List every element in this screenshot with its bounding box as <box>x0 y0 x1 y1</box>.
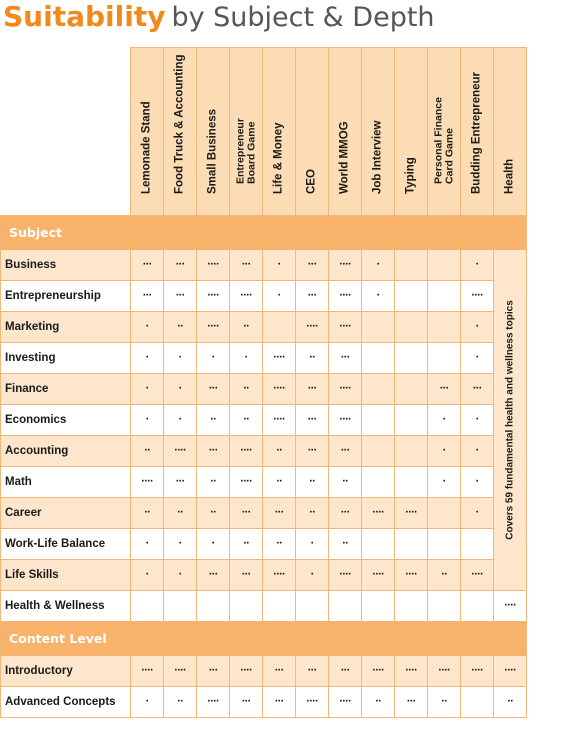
column-label-line: Card Game <box>443 127 455 184</box>
rating-cell: · <box>461 498 494 529</box>
row-label: Work-Life Balance <box>1 529 131 560</box>
rating-cell: · <box>197 529 230 560</box>
column-label-line: Small Business <box>206 108 219 194</box>
rating-cell: ···· <box>329 281 362 312</box>
rating-cell: ··· <box>164 250 197 281</box>
table-row <box>1 312 527 343</box>
rating-cell: · <box>362 250 395 281</box>
column-label-line: World MMOG <box>338 121 351 194</box>
rating-cell: ·· <box>197 498 230 529</box>
rating-cell: ·· <box>131 498 164 529</box>
rating-cell: · <box>230 343 263 374</box>
rating-cell: ···· <box>494 591 527 622</box>
rating-cell: ···· <box>395 498 428 529</box>
rating-cell <box>395 467 428 498</box>
rating-cell: ·· <box>296 467 329 498</box>
rating-cell: · <box>428 405 461 436</box>
rating-cell: ···· <box>395 560 428 591</box>
rating-cell: ··· <box>230 687 263 718</box>
rating-cell: · <box>164 343 197 374</box>
rating-cell: ·· <box>428 687 461 718</box>
rating-cell <box>230 591 263 622</box>
rating-cell: ···· <box>329 250 362 281</box>
rating-cell: · <box>164 405 197 436</box>
rating-cell: ···· <box>230 436 263 467</box>
row-label: Math <box>1 467 131 498</box>
rating-cell: ···· <box>197 687 230 718</box>
column-label <box>373 121 384 195</box>
rating-cell: ··· <box>197 560 230 591</box>
rating-cell: ···· <box>461 656 494 687</box>
rating-cell: ··· <box>263 656 296 687</box>
rating-cell: · <box>428 467 461 498</box>
rating-cell <box>329 591 362 622</box>
rating-cell: ·· <box>197 405 230 436</box>
rating-cell: ·· <box>329 467 362 498</box>
rating-cell: ·· <box>131 436 164 467</box>
table-row <box>1 405 527 436</box>
column-header <box>329 48 362 216</box>
rating-cell: · <box>263 250 296 281</box>
rating-cell: ···· <box>329 687 362 718</box>
column-label <box>505 159 516 194</box>
table-row <box>1 656 527 687</box>
rating-cell: · <box>461 343 494 374</box>
column-header <box>428 48 461 216</box>
rating-cell <box>395 343 428 374</box>
rating-cell: ··· <box>131 281 164 312</box>
rating-cell: · <box>131 687 164 718</box>
rating-cell: · <box>461 250 494 281</box>
rating-cell <box>395 281 428 312</box>
column-label <box>406 157 417 194</box>
rating-cell <box>263 312 296 343</box>
rating-cell: ··· <box>230 560 263 591</box>
rating-cell <box>164 591 197 622</box>
rating-cell: · <box>263 281 296 312</box>
column-header <box>362 48 395 216</box>
rating-cell: ·· <box>296 498 329 529</box>
rating-cell <box>428 343 461 374</box>
rating-cell: ·· <box>230 374 263 405</box>
row-label: Business <box>1 250 131 281</box>
rating-cell: ···· <box>197 281 230 312</box>
column-label-line: Typing <box>404 157 417 194</box>
rating-cell <box>428 591 461 622</box>
rating-cell: ··· <box>428 374 461 405</box>
rating-cell <box>428 312 461 343</box>
rating-cell: ·· <box>263 436 296 467</box>
rating-cell: · <box>461 467 494 498</box>
rating-cell: ··· <box>197 656 230 687</box>
column-label <box>340 121 351 194</box>
rating-cell <box>461 591 494 622</box>
rating-cell: ·· <box>362 687 395 718</box>
rating-cell: ···· <box>296 687 329 718</box>
rating-cell: ···· <box>197 312 230 343</box>
rating-cell <box>362 343 395 374</box>
row-label: Advanced Concepts <box>1 687 131 718</box>
rating-cell: ···· <box>329 405 362 436</box>
column-label-line: Job Interview <box>371 120 384 194</box>
table-row <box>1 343 527 374</box>
row-label: Economics <box>1 405 131 436</box>
rating-cell <box>428 250 461 281</box>
column-label-line: Budding Entrepreneur <box>470 71 483 194</box>
rating-cell: · <box>461 436 494 467</box>
rating-cell: ···· <box>164 436 197 467</box>
column-label-line: Food Truck & Accounting <box>173 54 186 194</box>
rating-cell <box>263 591 296 622</box>
rating-cell: ···· <box>362 560 395 591</box>
column-header <box>131 48 164 216</box>
rating-cell <box>197 591 230 622</box>
column-label <box>175 55 186 195</box>
rating-cell <box>428 498 461 529</box>
rating-cell: ·· <box>230 529 263 560</box>
rating-cell: ·· <box>164 498 197 529</box>
column-label-line: Board Game <box>245 121 257 184</box>
column-header <box>494 48 527 216</box>
table-row <box>1 281 527 312</box>
title-bold: Suitability <box>3 0 166 33</box>
rating-cell: ···· <box>362 498 395 529</box>
rating-cell: ···· <box>263 374 296 405</box>
column-label <box>307 169 318 194</box>
rating-cell: ···· <box>329 374 362 405</box>
column-header <box>395 48 428 216</box>
rating-cell: ·· <box>263 529 296 560</box>
row-label: Career <box>1 498 131 529</box>
rating-cell: ··· <box>197 374 230 405</box>
rating-cell: ··· <box>197 436 230 467</box>
rating-cell <box>395 436 428 467</box>
rating-cell <box>362 374 395 405</box>
column-label-line: Life & Money <box>272 122 285 194</box>
rating-cell: ···· <box>263 405 296 436</box>
rating-cell: ··· <box>263 687 296 718</box>
rating-cell: · <box>362 281 395 312</box>
table-row <box>1 374 527 405</box>
table-row <box>1 467 527 498</box>
rating-cell: ··· <box>230 250 263 281</box>
rating-cell: ·· <box>494 687 527 718</box>
rating-cell: ···· <box>461 560 494 591</box>
rating-cell: ···· <box>131 656 164 687</box>
suitability-table <box>0 47 527 718</box>
table-row <box>1 250 527 281</box>
rating-cell: ··· <box>263 498 296 529</box>
rating-cell: · <box>131 343 164 374</box>
rating-cell <box>395 591 428 622</box>
rating-cell: ···· <box>428 656 461 687</box>
column-label-line: Entrepreneur <box>234 118 247 184</box>
rating-cell: ···· <box>230 656 263 687</box>
rating-cell <box>296 591 329 622</box>
rating-cell <box>395 250 428 281</box>
rating-cell <box>395 312 428 343</box>
rating-cell: ·· <box>197 467 230 498</box>
rating-cell: ···· <box>362 656 395 687</box>
rating-cell <box>362 312 395 343</box>
rating-cell <box>362 467 395 498</box>
rating-cell <box>461 529 494 560</box>
rating-cell: ··· <box>329 498 362 529</box>
section-content-level: Content Level <box>1 622 527 656</box>
row-label: Entrepreneurship <box>1 281 131 312</box>
column-header <box>197 48 230 216</box>
column-label-line: Lemonade Stand <box>140 101 153 194</box>
row-label: Accounting <box>1 436 131 467</box>
row-label: Marketing <box>1 312 131 343</box>
rating-cell: ···· <box>263 560 296 591</box>
column-label-line: Health <box>503 158 516 194</box>
table-corner <box>1 48 131 216</box>
table-row <box>1 560 527 591</box>
rating-cell: ·· <box>164 687 197 718</box>
rating-cell: ··· <box>296 656 329 687</box>
column-header <box>263 48 296 216</box>
rating-cell: ·· <box>230 405 263 436</box>
rating-cell: ···· <box>263 343 296 374</box>
rating-cell: ··· <box>461 374 494 405</box>
rating-cell: ··· <box>329 436 362 467</box>
rating-cell: · <box>461 312 494 343</box>
rating-cell <box>362 529 395 560</box>
rating-cell: ···· <box>329 560 362 591</box>
rating-cell: · <box>131 560 164 591</box>
rating-cell <box>362 405 395 436</box>
rating-cell <box>395 405 428 436</box>
column-label <box>472 72 483 194</box>
table-row <box>1 498 527 529</box>
rating-cell: · <box>296 529 329 560</box>
rating-cell: ··· <box>296 281 329 312</box>
rating-cell: ···· <box>461 281 494 312</box>
rating-cell: ··· <box>329 656 362 687</box>
column-header <box>164 48 197 216</box>
rating-cell <box>395 529 428 560</box>
column-label <box>236 118 257 184</box>
rating-cell: ·· <box>263 467 296 498</box>
page-title <box>3 0 435 40</box>
rating-cell: ···· <box>131 467 164 498</box>
rating-cell: · <box>131 529 164 560</box>
rating-cell: ·· <box>296 343 329 374</box>
rating-cell: · <box>164 374 197 405</box>
table-row <box>1 591 527 622</box>
rating-cell: · <box>131 312 164 343</box>
rating-cell <box>131 591 164 622</box>
rating-cell: ·· <box>428 560 461 591</box>
title-rest: by Subject & Depth <box>171 2 435 33</box>
rating-cell <box>461 687 494 718</box>
rating-cell: ··· <box>164 281 197 312</box>
rating-cell <box>428 529 461 560</box>
rating-cell <box>395 374 428 405</box>
rating-cell: · <box>296 560 329 591</box>
rating-cell: ·· <box>164 312 197 343</box>
rating-cell: ··· <box>230 498 263 529</box>
rating-cell <box>428 281 461 312</box>
rating-cell: ···· <box>329 312 362 343</box>
column-header <box>461 48 494 216</box>
rating-cell: ···· <box>395 656 428 687</box>
rating-cell: ···· <box>296 312 329 343</box>
rating-cell: ··· <box>296 374 329 405</box>
rating-cell: · <box>164 529 197 560</box>
rating-cell: ··· <box>395 687 428 718</box>
rating-cell: · <box>461 405 494 436</box>
health-note-cell <box>494 250 527 591</box>
row-label: Life Skills <box>1 560 131 591</box>
rating-cell: ···· <box>230 281 263 312</box>
rating-cell: ·· <box>230 312 263 343</box>
row-label: Finance <box>1 374 131 405</box>
rating-cell: · <box>164 560 197 591</box>
rating-cell: ···· <box>230 467 263 498</box>
column-label-line: Personal Finance <box>432 97 445 184</box>
column-header <box>230 48 263 216</box>
column-label <box>208 109 219 194</box>
rating-cell: ···· <box>164 656 197 687</box>
table-row <box>1 436 527 467</box>
rating-cell: · <box>428 436 461 467</box>
rating-cell: ···· <box>197 250 230 281</box>
health-note: Covers 59 fundamental health and wellness topics <box>504 300 516 540</box>
column-label <box>274 122 285 194</box>
rating-cell: ··· <box>296 405 329 436</box>
column-label-line: CEO <box>305 169 318 194</box>
rating-cell: · <box>131 374 164 405</box>
rating-cell <box>362 591 395 622</box>
column-label <box>142 101 153 194</box>
rating-cell: ···· <box>494 656 527 687</box>
row-label: Investing <box>1 343 131 374</box>
rating-cell: ·· <box>329 529 362 560</box>
rating-cell: ··· <box>296 436 329 467</box>
table-row <box>1 687 527 718</box>
rating-cell: ··· <box>164 467 197 498</box>
column-label <box>434 97 455 184</box>
rating-cell: · <box>197 343 230 374</box>
section-subject: Subject <box>1 216 527 250</box>
table-row <box>1 529 527 560</box>
row-label: Health & Wellness <box>1 591 131 622</box>
rating-cell: ··· <box>296 250 329 281</box>
row-label: Introductory <box>1 656 131 687</box>
rating-cell: · <box>131 405 164 436</box>
rating-cell <box>362 436 395 467</box>
rating-cell: ··· <box>131 250 164 281</box>
rating-cell: ··· <box>329 343 362 374</box>
column-header <box>296 48 329 216</box>
